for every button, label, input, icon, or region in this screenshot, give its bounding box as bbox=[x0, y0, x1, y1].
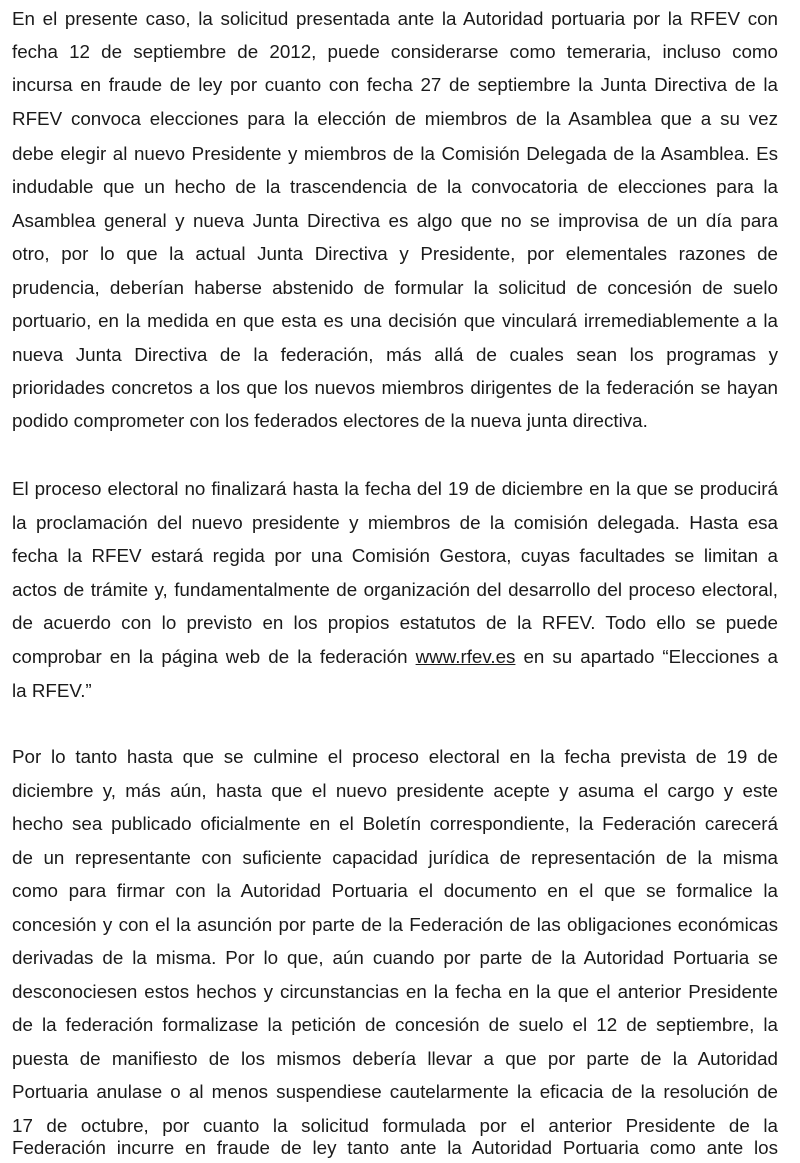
text-line: actos de trámite y, fundamentalmente de organización del desarrollo del proceso electoral, bbox=[12, 579, 778, 600]
text-line: portuario, en la medida en que esta es una decisión que vinculará irremediablemente a la bbox=[12, 310, 778, 331]
text-line: 17 de octubre, por cuanto la solicitud formulada por el anterior Presidente de la bbox=[12, 1115, 778, 1136]
text-line: podido comprometer con los federados electores de la nueva junta directiva. bbox=[12, 410, 648, 431]
text-line: Portuaria anulase o al menos suspendiese cautelarmente la eficacia de la resolución de bbox=[12, 1081, 778, 1102]
text-line: de la federación formalizase la petición de concesión de suelo el 12 de septiembre, la bbox=[12, 1014, 778, 1035]
text-line: la RFEV.” bbox=[12, 680, 92, 701]
text-line: El proceso electoral no finalizará hasta la fecha del 19 de diciembre en la que se producirá bbox=[12, 478, 778, 499]
text-segment: en su apartado “Elecciones a bbox=[515, 646, 778, 667]
text-line: como para firmar con la Autoridad Portuaria el documento en el que se formalice la bbox=[12, 880, 778, 901]
text-line: prioridades concretos a los que los nuevos miembros dirigentes de la federación se hayan bbox=[12, 377, 778, 398]
text-line: de un representante con suficiente capacidad jurídica de representación de la misma bbox=[12, 847, 778, 868]
text-line: debe elegir al nuevo Presidente y miembros de la Comisión Delegada de la Asamblea. Es bbox=[12, 143, 778, 164]
text-line: Federación incurre en fraude de ley tanto ante la Autoridad Portuaria como ante los bbox=[12, 1137, 778, 1158]
text-line: indudable que un hecho de la trascendencia de la convocatoria de elecciones para la bbox=[12, 176, 778, 197]
text-line: de acuerdo con lo previsto en los propios estatutos de la RFEV. Todo ello se puede bbox=[12, 612, 778, 633]
text-line: prudencia, deberían haberse abstenido de formular la solicitud de concesión de suelo bbox=[12, 277, 778, 298]
text-line: hecho sea publicado oficialmente en el Boletín correspondiente, la Federación carecerá bbox=[12, 813, 778, 834]
text-line: Asamblea general y nueva Junta Directiva es algo que no se improvisa de un día para bbox=[12, 210, 778, 231]
text-segment: comprobar en la página web de la federación bbox=[12, 646, 416, 667]
text-line: fecha 12 de septiembre de 2012, puede considerarse como temeraria, incluso como bbox=[12, 41, 778, 62]
text-line-with-link bbox=[12, 642, 778, 672]
text-line: puesta de manifiesto de los mismos debería llevar a que por parte de la Autoridad bbox=[12, 1048, 778, 1069]
text-line: otro, por lo que la actual Junta Directiva y Presidente, por elementales razones de bbox=[12, 243, 778, 264]
text-line: desconociesen estos hechos y circunstancias en la fecha en la que el anterior Presidente bbox=[12, 981, 778, 1002]
text-line: derivadas de la misma. Por lo que, aún cuando por parte de la Autoridad Portuaria se bbox=[12, 947, 778, 968]
text-line: la proclamación del nuevo presidente y miembros de la comisión delegada. Hasta esa bbox=[12, 512, 778, 533]
text-line: incursa en fraude de ley por cuanto con fecha 27 de septiembre la Junta Directiva de la bbox=[12, 74, 778, 95]
text-line: RFEV convoca elecciones para la elección de miembros de la Asamblea que a su vez bbox=[12, 108, 778, 129]
text-line: Por lo tanto hasta que se culmine el proceso electoral en la fecha prevista de 19 de bbox=[12, 746, 778, 767]
text-line: diciembre y, más aún, hasta que el nuevo presidente acepte y asuma el cargo y este bbox=[12, 780, 778, 801]
text-line: nueva Junta Directiva de la federación, más allá de cuales sean los programas y bbox=[12, 344, 778, 365]
text-line: fecha la RFEV estará regida por una Comisión Gestora, cuyas facultades se limitan a bbox=[12, 545, 778, 566]
website-link[interactable]: www.rfev.es bbox=[415, 646, 516, 667]
text-line: En el presente caso, la solicitud presentada ante la Autoridad portuaria por la RFEV con bbox=[12, 8, 778, 29]
text-line: concesión y con el la asunción por parte de la Federación de las obligaciones económicas bbox=[12, 914, 778, 935]
